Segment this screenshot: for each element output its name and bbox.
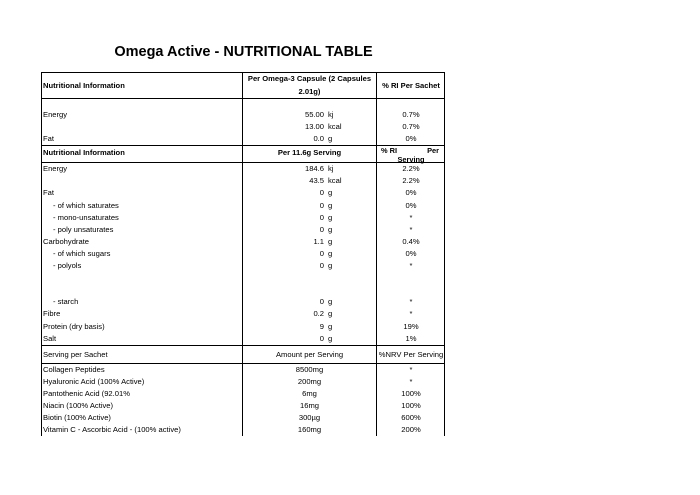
row-amount: 1.1	[313, 236, 324, 246]
table-row	[41, 388, 445, 400]
row-ri	[376, 284, 445, 296]
row-amount: 0	[319, 261, 324, 271]
row-amount-cell	[242, 200, 376, 212]
row-amount-cell	[242, 224, 376, 236]
table-row	[41, 424, 445, 436]
row-amount-cell	[242, 412, 376, 424]
row-amount: 6mg	[302, 388, 317, 398]
table-row	[41, 412, 445, 424]
header-ri-per-sachet: % RI Per Sachet	[376, 73, 445, 98]
row-amount-cell	[242, 364, 376, 376]
row-ri: 0%	[376, 133, 445, 145]
row-amount: 0.2	[313, 309, 324, 319]
row-nrv: 100%	[376, 388, 445, 400]
ri-line	[377, 146, 445, 155]
table-row	[41, 333, 445, 346]
row-nrv: 100%	[376, 400, 445, 412]
row-label: Hyaluronic Acid (100% Active)	[43, 376, 145, 386]
table-row	[41, 133, 445, 146]
row-amount-cell	[242, 308, 376, 320]
row-amount: 184.6	[304, 164, 324, 174]
row-label: Fibre	[43, 309, 61, 319]
row-amount-cell	[242, 272, 376, 284]
row-label: Pantothenic Acid (92.01%	[43, 388, 130, 398]
row-nrv: *	[376, 364, 445, 376]
row-amount: 0	[319, 200, 324, 210]
row-label: Biotin (100% Active)	[43, 413, 111, 423]
row-label: - starch	[53, 297, 79, 307]
row-label: Fat	[43, 188, 54, 198]
row-amount: 0	[319, 212, 324, 222]
row-label: Collagen Peptides	[43, 364, 105, 374]
table-row	[41, 121, 445, 133]
row-ri: *	[376, 308, 445, 320]
header-nutritional-information: Nutritional Information	[43, 81, 125, 90]
table-row	[41, 109, 445, 121]
row-label: Niacin (100% Active)	[43, 400, 114, 410]
section-1-header	[41, 72, 445, 99]
row-amount-cell	[242, 175, 376, 187]
row-label	[43, 284, 242, 296]
row-ri: *	[376, 260, 445, 272]
row-ri: 0.4%	[376, 236, 445, 248]
row-ri: *	[376, 224, 445, 236]
row-unit: kj	[328, 110, 334, 119]
row-unit: g	[328, 188, 333, 198]
row-label: Energy	[43, 110, 68, 119]
row-label	[43, 121, 242, 133]
row-ri: 0.7%	[376, 121, 445, 133]
row-unit: kcal	[328, 122, 342, 132]
row-unit: g	[328, 309, 333, 319]
row-unit: g	[328, 134, 333, 144]
row-nrv: 600%	[376, 412, 445, 424]
row-amount-cell	[242, 187, 376, 199]
row-unit: g	[328, 200, 333, 210]
serving-label: Serving	[397, 155, 425, 165]
row-amount: 13.00	[304, 122, 324, 132]
header-ri-per-serving	[376, 146, 445, 165]
header-nrv-per-serving: %NRV Per Serving	[376, 346, 445, 363]
row-amount-cell	[242, 212, 376, 224]
per-label: Per	[427, 146, 439, 156]
row-amount-cell	[242, 133, 376, 145]
row-nrv: 200%	[376, 424, 445, 436]
row-unit: g	[328, 212, 333, 222]
row-unit: g	[328, 236, 333, 246]
row-amount-cell	[242, 284, 376, 296]
row-ri: 2.2%	[376, 175, 445, 187]
row-amount-cell	[242, 296, 376, 308]
table-row	[41, 175, 445, 187]
row-label	[43, 175, 242, 187]
row-label: Protein (dry basis)	[43, 321, 105, 331]
section-2-header	[41, 146, 445, 163]
table-row	[41, 163, 445, 175]
row-ri: 2.2%	[376, 163, 445, 175]
row-amount-cell	[242, 376, 376, 388]
table-row	[41, 296, 445, 308]
row-amount: 0	[319, 224, 324, 234]
row-ri: 0.7%	[376, 109, 445, 121]
table-row	[41, 284, 445, 296]
spacer-row	[41, 99, 445, 109]
row-amount: 0	[319, 188, 324, 198]
row-unit: g	[328, 224, 333, 234]
header-nutritional-information: Nutritional Information	[43, 148, 125, 158]
row-amount: 16mg	[300, 400, 319, 410]
table-row	[41, 212, 445, 224]
row-ri	[376, 272, 445, 284]
row-amount: 9	[319, 321, 324, 331]
row-amount-cell	[242, 260, 376, 272]
row-amount: 0	[319, 333, 324, 343]
table-row	[41, 321, 445, 333]
row-ri: 0%	[376, 200, 445, 212]
row-ri: 0%	[376, 187, 445, 199]
row-amount: 160mg	[297, 425, 322, 435]
table-row	[41, 260, 445, 272]
table-row	[41, 224, 445, 236]
row-amount-cell	[242, 109, 376, 121]
row-unit: kcal	[328, 176, 342, 186]
row-unit: g	[328, 248, 333, 258]
ri-label: % RI	[381, 146, 398, 156]
row-unit: kj	[328, 164, 334, 174]
header-per-capsule: Per Omega-3 Capsule (2 Capsules 2.01g)	[242, 73, 376, 98]
table-row	[41, 187, 445, 199]
row-amount: 0.0	[313, 134, 324, 144]
table-row	[41, 236, 445, 248]
row-label: - of which saturates	[53, 200, 119, 210]
table-row	[41, 308, 445, 320]
row-amount-cell	[242, 388, 376, 400]
row-amount: 300µg	[298, 413, 321, 423]
row-label: - polyols	[53, 261, 82, 271]
row-label: Salt	[43, 333, 57, 343]
row-amount: 8500mg	[295, 364, 324, 374]
row-amount-cell	[242, 248, 376, 260]
row-amount-cell	[242, 400, 376, 412]
header-per-serving: Per 11.6g Serving	[242, 146, 376, 162]
nutrition-table	[41, 72, 445, 436]
row-unit: g	[328, 297, 333, 307]
row-amount: 0	[319, 248, 324, 258]
header-serving-per-sachet: Serving per Sachet	[43, 349, 108, 359]
row-unit: g	[328, 333, 333, 343]
section-3-header	[41, 346, 445, 364]
spacer-cell	[376, 99, 445, 109]
row-label: Fat	[43, 134, 54, 144]
row-ri: 1%	[376, 333, 445, 345]
row-label: Carbohydrate	[43, 236, 90, 246]
row-amount-cell	[242, 321, 376, 333]
header-amount-per-serving: Amount per Serving	[242, 346, 376, 363]
row-amount-cell	[242, 333, 376, 345]
row-amount: 200mg	[297, 376, 322, 386]
row-nrv: *	[376, 376, 445, 388]
row-unit: g	[328, 321, 333, 331]
table-row	[41, 376, 445, 388]
table-row	[41, 248, 445, 260]
table-row	[41, 200, 445, 212]
row-amount-cell	[242, 121, 376, 133]
row-label: - mono-unsaturates	[53, 212, 119, 222]
row-amount: 43.5	[309, 176, 324, 186]
row-ri: *	[376, 296, 445, 308]
spacer-cell	[242, 99, 376, 109]
row-unit: g	[328, 261, 333, 271]
row-label: - poly unsaturates	[53, 224, 114, 234]
table-row	[41, 364, 445, 376]
table-row	[41, 400, 445, 412]
page-title: Omega Active - NUTRITIONAL TABLE	[114, 44, 373, 60]
row-amount-cell	[242, 163, 376, 175]
row-amount: 0	[319, 297, 324, 307]
row-label: Energy	[43, 164, 68, 174]
row-amount: 55.00	[304, 110, 324, 119]
table-row	[41, 272, 445, 284]
row-ri: 19%	[376, 321, 445, 333]
row-amount-cell	[242, 424, 376, 436]
row-label	[43, 272, 242, 284]
row-label: - of which sugars	[53, 248, 111, 258]
row-ri: *	[376, 212, 445, 224]
row-ri: 0%	[376, 248, 445, 260]
row-amount-cell	[242, 236, 376, 248]
row-label: Vitamin C - Ascorbic Acid - (100% active)	[43, 425, 181, 435]
